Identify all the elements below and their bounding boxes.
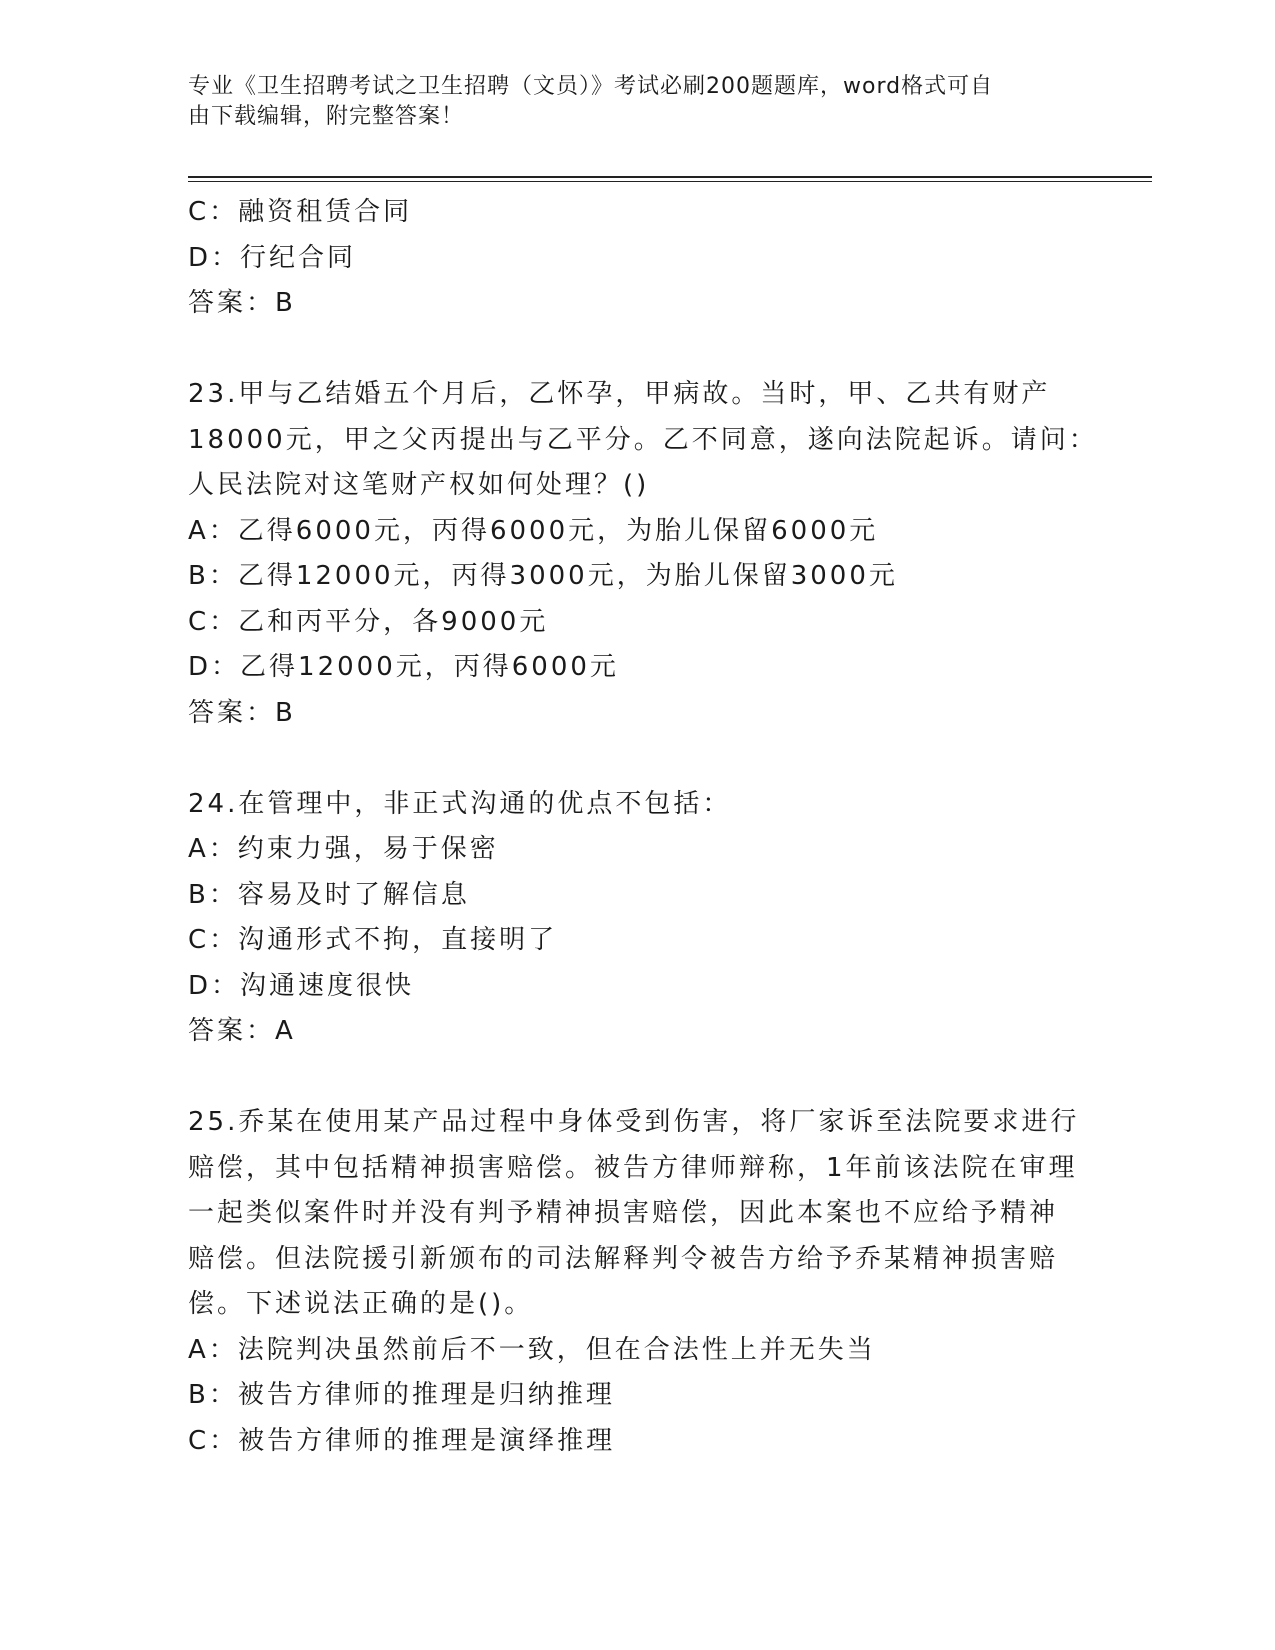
question-stem-line: 18000元，甲之父丙提出与乙平分。乙不同意，遂向法院起诉。请问： [188,424,1098,455]
question-23 [188,372,1098,736]
option-b: B：乙得12000元，丙得3000元，为胎儿保留3000元 [188,561,898,591]
option-b: B：容易及时了解信息 [188,879,470,910]
question-stem-line: 偿。下述说法正确的是()。 [188,1289,534,1319]
header-rule-thick [188,176,1152,178]
option-a: A：约束力强，易于保密 [188,834,499,864]
question-stem-line: 24.在管理中，非正式沟通的优点不包括： [188,788,732,819]
answer-line: 答案：B [188,697,296,728]
question-stem-line: 23.甲与乙结婚五个月后，乙怀孕，甲病故。当时，甲、乙共有财产 [188,379,1051,409]
answer-line: 答案：B [188,288,296,318]
option-c: C：融资租赁合同 [188,197,413,227]
option-b: B：被告方律师的推理是归纳推理 [188,1380,615,1410]
option-d: D：沟通速度很快 [188,970,415,1001]
question-24 [188,782,1088,1055]
header-line-1: 专业《卫生招聘考试之卫生招聘（文员）》考试必刷200题题库，word格式可自 [188,74,994,99]
header-rule-thin [188,181,1152,182]
question-25 [188,1100,1088,1464]
option-a: A：法院判决虽然前后不一致，但在合法性上并无失当 [188,1334,876,1365]
option-c: C：乙和丙平分，各9000元 [188,606,549,637]
question-stem-line: 一起类似案件时并没有判予精神损害赔偿，因此本案也不应给予精神 [188,1198,1059,1228]
question-stem-line: 赔偿，其中包括精神损害赔偿。被告方律师辩称，1年前该法院在审理 [188,1152,1078,1183]
option-d: D：乙得12000元，丙得6000元 [188,652,619,682]
answer-line: 答案：A [188,1016,296,1046]
question-22-tail [188,190,1088,327]
header-line-2: 由下载编辑，附完整答案！ [188,104,465,129]
option-d: D：行纪合同 [188,242,357,273]
option-a: A：乙得6000元，丙得6000元，为胎儿保留6000元 [188,515,879,546]
question-stem-line: 人民法院对这笔财产权如何处理？() [188,470,650,500]
question-stem-line: 赔偿。但法院援引新颁布的司法解释判令被告方给予乔某精神损害赔 [188,1243,1059,1274]
option-c: C：沟通形式不拘，直接明了 [188,925,558,955]
question-stem-line: 25.乔某在使用某产品过程中身体受到伤害，将厂家诉至法院要求进行 [188,1107,1080,1137]
option-c: C：被告方律师的推理是演绎推理 [188,1425,616,1456]
page-header [188,72,1088,132]
page-content [188,190,1098,1464]
spacer [188,1055,1088,1101]
spacer [188,736,1088,782]
spacer [188,327,1088,373]
